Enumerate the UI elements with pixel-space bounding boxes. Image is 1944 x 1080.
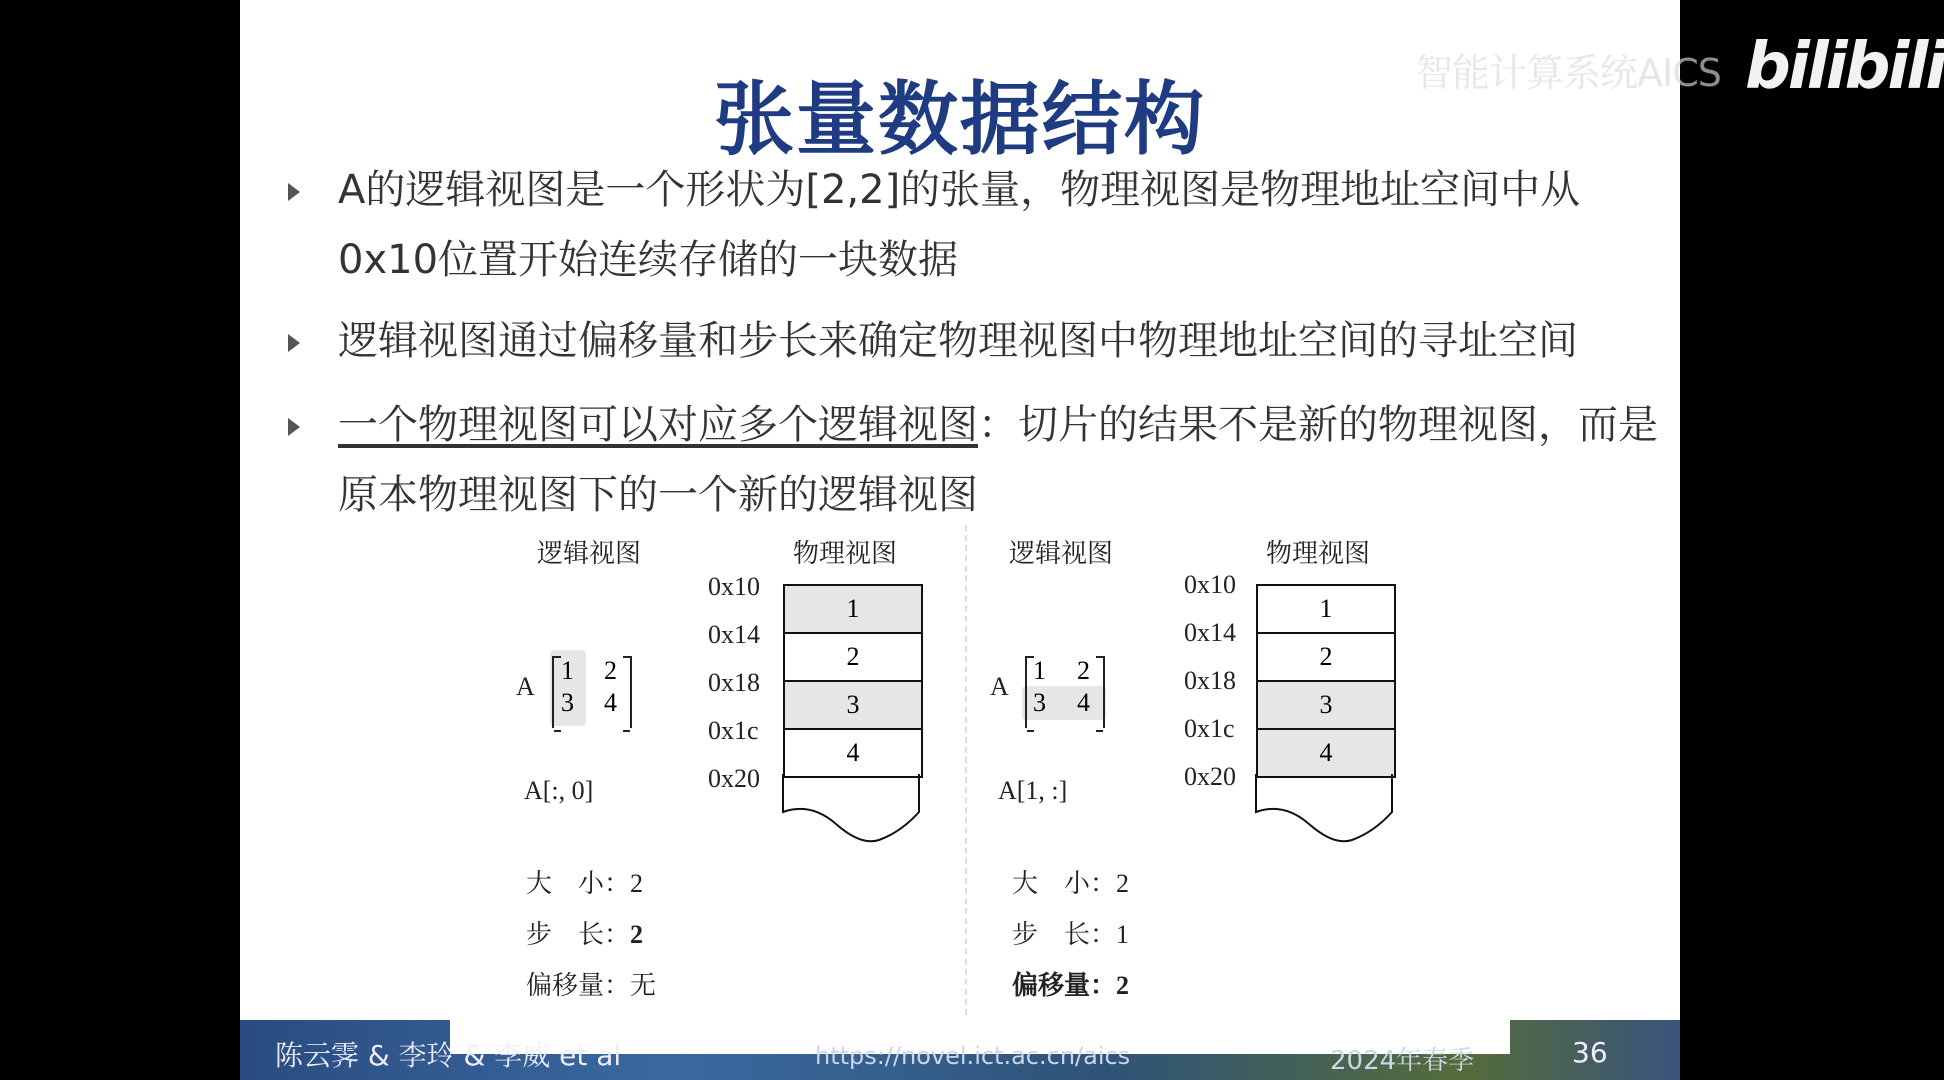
address-label: 0x10 <box>708 572 760 601</box>
memory-cell: 3 <box>785 682 921 730</box>
matrix-cell: 2 <box>604 656 617 685</box>
bilibili-logo: bilibili <box>1745 30 1944 104</box>
memory-block <box>783 584 923 778</box>
slide-title: 张量数据结构 <box>714 73 1206 166</box>
memory-cell: 3 <box>1258 682 1394 730</box>
offset-label: 偏移量： <box>526 971 631 1000</box>
memory-continuation-icon <box>781 774 921 850</box>
address-label: 0x20 <box>708 764 760 793</box>
address-label: 0x20 <box>1184 762 1236 791</box>
footer-authors: 陈云霁 & 李玲 & 李威 et al <box>275 1039 622 1072</box>
footer-url: https://novel.ict.ac.cn/aics <box>815 1042 1131 1070</box>
matrix-name: A <box>990 672 1009 701</box>
bullet-emphasis: 一个物理视图可以对应多个逻辑视图 <box>338 402 978 448</box>
stride-value: 2 <box>630 920 644 949</box>
bullet-text: A的逻辑视图是一个形状为[2,2]的张量，物理视图是物理地址空间中从0x10位置开始连续存储的一块数据 <box>338 167 1581 283</box>
matrix-cell: 3 <box>561 688 574 717</box>
stride-row <box>526 914 643 951</box>
page-number: 36 <box>1572 1036 1608 1069</box>
slice-expression: A[:, 0] <box>524 776 594 805</box>
offset-row <box>1012 965 1129 1002</box>
memory-cell: 1 <box>1258 586 1394 634</box>
size-value: 2 <box>630 869 644 898</box>
matrix-cell: 4 <box>1077 688 1090 717</box>
slide <box>240 0 1721 1080</box>
address-label: 0x1c <box>708 716 759 745</box>
size-value: 2 <box>1116 869 1130 898</box>
footer-term: 2024年春季 <box>1330 1046 1475 1076</box>
logical-view-label: 逻辑视图 <box>537 539 642 568</box>
stride-value: 1 <box>1116 920 1130 949</box>
memory-cell: 2 <box>785 634 921 682</box>
memory-cell: 4 <box>1258 730 1394 778</box>
stride-label: 步 长： <box>1012 920 1117 949</box>
matrix-cell: 1 <box>561 656 574 685</box>
matrix-cell: 3 <box>1033 688 1046 717</box>
offset-value: 2 <box>1116 971 1130 1000</box>
memory-block <box>1256 584 1396 778</box>
memory-cell: 2 <box>1258 634 1394 682</box>
address-label: 0x18 <box>708 668 760 697</box>
address-label: 0x1c <box>1184 714 1235 743</box>
size-label: 大 小： <box>1012 869 1117 898</box>
bullet-arrow-icon <box>288 334 300 352</box>
offset-row <box>526 965 656 1002</box>
address-label: 0x18 <box>1184 666 1236 695</box>
matrix-cell: 1 <box>1033 656 1046 685</box>
matrix-cell: 4 <box>604 688 617 717</box>
figure-divider <box>965 525 967 1015</box>
matrix-cell: 2 <box>1077 656 1090 685</box>
address-label: 0x14 <box>1184 618 1236 647</box>
slice-expression: A[1, :] <box>998 776 1068 805</box>
offset-label: 偏移量： <box>1012 971 1117 1000</box>
memory-continuation-icon <box>1254 774 1394 850</box>
bullet-text <box>338 390 1668 530</box>
size-row <box>1012 863 1129 900</box>
offset-value: 无 <box>630 971 657 1000</box>
address-label: 0x10 <box>1184 570 1236 599</box>
bullet-rest: ：切片的结果不是新的物理视图，而是原本物理视图下的一个新的逻辑视图 <box>338 402 1658 518</box>
address-label: 0x14 <box>708 620 760 649</box>
course-watermark: 智能计算系统AICS <box>1415 51 1721 95</box>
size-label: 大 小： <box>526 869 631 898</box>
matrix-name: A <box>516 672 535 701</box>
size-row <box>526 863 643 900</box>
physical-view-label: 物理视图 <box>793 539 898 568</box>
physical-view-label: 物理视图 <box>1266 539 1371 568</box>
bullet-arrow-icon <box>288 183 300 201</box>
bullet-text: 逻辑视图通过偏移量和步长来确定物理视图中物理地址空间的寻址空间 <box>338 318 1578 364</box>
stride-label: 步 长： <box>526 920 631 949</box>
stride-row <box>1012 914 1129 951</box>
memory-cell: 1 <box>785 586 921 634</box>
logical-view-label: 逻辑视图 <box>1009 539 1114 568</box>
bullet-arrow-icon <box>288 418 300 436</box>
memory-cell: 4 <box>785 730 921 778</box>
